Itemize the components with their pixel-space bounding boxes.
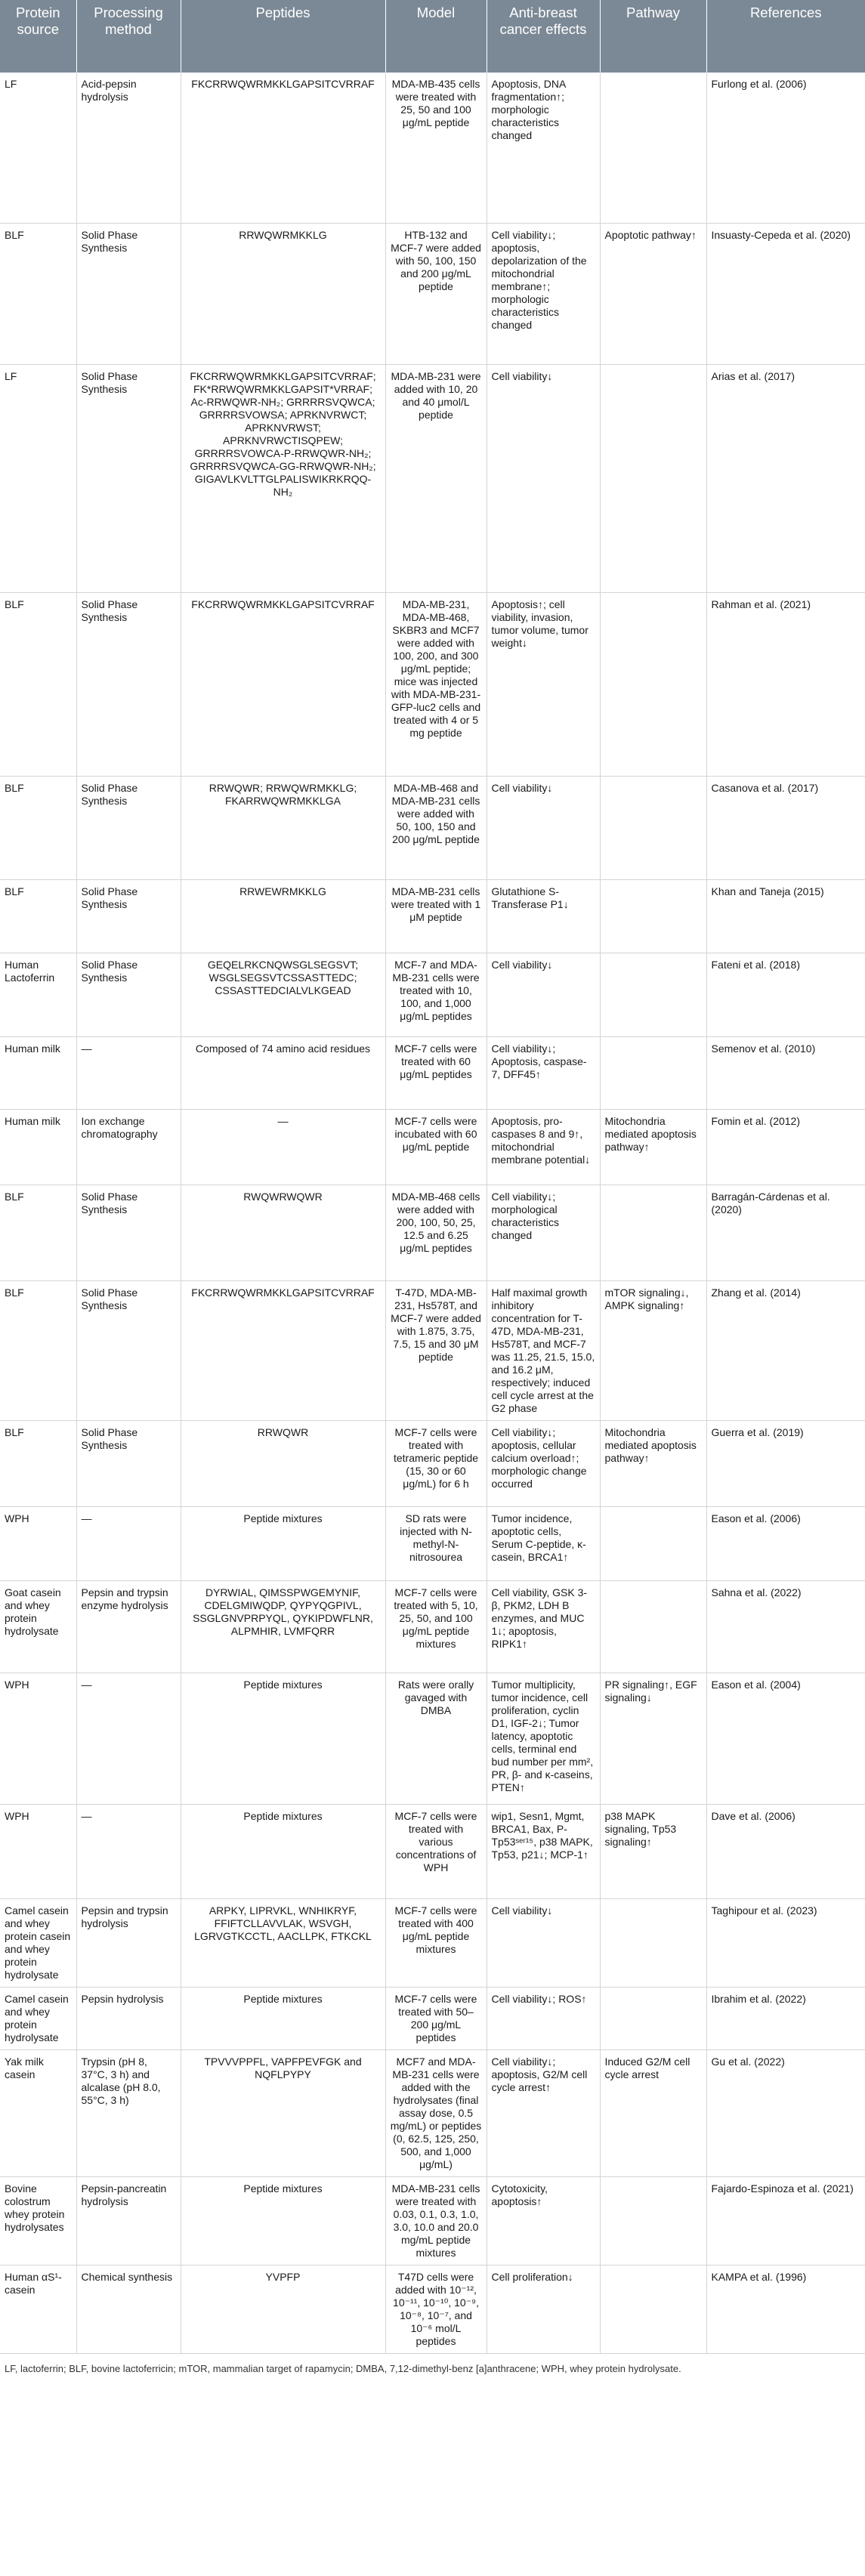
cell-peptides: Peptide mixtures [181, 1987, 385, 2049]
cell-pathway [600, 776, 706, 879]
table-row [0, 1109, 865, 1185]
cell-protein-source: BLF [0, 223, 76, 364]
cell-model: MDA-MB-231, MDA-MB-468, SKBR3 and MCF7 were added with 100, 200, and 300 μg/mL peptide; mice was injected with MDA-MB-231-GFP-luc2 cells and treated with 4 or 5 mg peptide [385, 592, 487, 776]
cell-protein-source: Human milk [0, 1036, 76, 1109]
cell-protein-source: Human milk [0, 1109, 76, 1185]
cell-effects: Cell viability↓ [487, 364, 600, 592]
table-footnote: LF, lactoferrin; BLF, bovine lactoferricin; mTOR, mammalian target of rapamycin; DMBA, 7,12-dimethyl-benz [a]anthracene; WPH, whey protein hydrolysate. [5, 2362, 681, 2374]
table-row [0, 1506, 865, 1580]
cell-model: MDA-MB-231 cells were treated with 0.03, 0.1, 0.3, 1.0, 3.0, 10.0 and 20.0 mg/mL peptide mixtures [385, 2176, 487, 2265]
cell-processing-method: Chemical synthesis [76, 2265, 181, 2353]
cell-processing-method: Pepsin-pancreatin hydrolysis [76, 2176, 181, 2265]
cell-peptides: Peptide mixtures [181, 2176, 385, 2265]
cell-protein-source: Human αS¹-casein [0, 2265, 76, 2353]
cell-peptides: Peptide mixtures [181, 1506, 385, 1580]
table-row [0, 223, 865, 364]
cell-protein-source: Yak milk casein [0, 2049, 76, 2176]
cell-model: MDA-MB-468 cells were added with 200, 100, 50, 25, 12.5 and 6.25 μg/mL peptides [385, 1185, 487, 1280]
cell-processing-method: Pepsin and trypsin enzyme hydrolysis [76, 1580, 181, 1673]
cell-protein-source: Human Lactoferrin [0, 953, 76, 1036]
cell-peptides: RRWQWR; RRWQWRMKKLG; FKARRWQWRMKKLGA [181, 776, 385, 879]
cell-pathway [600, 879, 706, 953]
cell-reference: Ibrahim et al. (2022) [706, 1987, 865, 2049]
table-row [0, 1804, 865, 1898]
cell-effects: Apoptosis↑; cell viability, invasion, tumor volume, tumor weight↓ [487, 592, 600, 776]
cell-model: MCF-7 cells were treated with 400 μg/mL peptide mixtures [385, 1898, 487, 1987]
cell-processing-method: Solid Phase Synthesis [76, 223, 181, 364]
header-row [0, 0, 865, 73]
cell-peptides: Peptide mixtures [181, 1804, 385, 1898]
cell-processing-method: Solid Phase Synthesis [76, 879, 181, 953]
cell-reference: Sahna et al. (2022) [706, 1580, 865, 1673]
cell-protein-source: Bovine colostrum whey protein hydrolysates [0, 2176, 76, 2265]
cell-peptides: Composed of 74 amino acid residues [181, 1036, 385, 1109]
cell-effects: Cell viability↓ [487, 1898, 600, 1987]
table-row [0, 2265, 865, 2353]
cell-protein-source: Camel casein and whey protein casein and whey protein hydrolysate [0, 1898, 76, 1987]
cell-reference: Furlong et al. (2006) [706, 73, 865, 223]
header-protein-source: Protein source [0, 0, 76, 73]
cell-effects: Cell viability↓; Apoptosis, caspase-7, DFF45↑ [487, 1036, 600, 1109]
cell-pathway [600, 2265, 706, 2353]
cell-processing-method: Solid Phase Synthesis [76, 953, 181, 1036]
cell-effects: Cell viability↓ [487, 953, 600, 1036]
table-row [0, 2176, 865, 2265]
cell-model: MCF-7 cells were treated with 60 μg/mL peptides [385, 1036, 487, 1109]
cell-processing-method: Ion exchange chromatography [76, 1109, 181, 1185]
cell-effects: Cell viability↓; morphological characteristics changed [487, 1185, 600, 1280]
cell-pathway: PR signaling↑, EGF signaling↓ [600, 1673, 706, 1804]
cell-model: MDA-MB-468 and MDA-MB-231 cells were added with 50, 100, 150 and 200 μg/mL peptide [385, 776, 487, 879]
cell-pathway [600, 73, 706, 223]
cell-pathway [600, 1987, 706, 2049]
cell-pathway: Mitochondria mediated apoptosis pathway↑ [600, 1109, 706, 1185]
cell-peptides: RRWQWRMKKLG [181, 223, 385, 364]
table-row [0, 879, 865, 953]
cell-reference: Gu et al. (2022) [706, 2049, 865, 2176]
cell-reference: Zhang et al. (2014) [706, 1280, 865, 1420]
cell-protein-source: LF [0, 73, 76, 223]
cell-pathway: Apoptotic pathway↑ [600, 223, 706, 364]
cell-reference: Arias et al. (2017) [706, 364, 865, 592]
header-pathway: Pathway [600, 0, 706, 73]
cell-pathway [600, 1185, 706, 1280]
cell-protein-source: BLF [0, 592, 76, 776]
cell-processing-method: Pepsin hydrolysis [76, 1987, 181, 2049]
cell-processing-method: Solid Phase Synthesis [76, 1185, 181, 1280]
cell-peptides: FKCRRWQWRMKKLGAPSITCVRRAF; FK*RRWQWRMKKLGAPSIT*VRRAF; Ac-RRWQWR-NH₂; GRRRRSVQWCA; GRRRRSVOWSA; APRKNVRWCT; APRKNVRWST; APRKNVRWCTISQPEW; GRRRRSVOWCA-P-RRWQWR-NH₂; GRRRRSVQWCA-GG-RRWQWR-NH₂; GIGAVLKVLTTGLPALISWIKRKRQQ-NH₂ [181, 364, 385, 592]
table-row [0, 1280, 865, 1420]
cell-protein-source: WPH [0, 1506, 76, 1580]
cell-effects: Cell viability↓; ROS↑ [487, 1987, 600, 2049]
cell-reference: Semenov et al. (2010) [706, 1036, 865, 1109]
cell-peptides: FKCRRWQWRMKKLGAPSITCVRRAF [181, 1280, 385, 1420]
cell-reference: Fajardo-Espinoza et al. (2021) [706, 2176, 865, 2265]
cell-protein-source: WPH [0, 1673, 76, 1804]
cell-effects: Cell viability↓; apoptosis, depolarization of the mitochondrial membrane↑; morphologic characteristics changed [487, 223, 600, 364]
table-body [0, 73, 865, 2353]
cell-pathway [600, 953, 706, 1036]
cell-pathway [600, 1898, 706, 1987]
cell-peptides: FKCRRWQWRMKKLGAPSITCVRRAF [181, 592, 385, 776]
header-effects: Anti-breast cancer effects [487, 0, 600, 73]
table-row [0, 1580, 865, 1673]
cell-protein-source: LF [0, 364, 76, 592]
cell-reference: Casanova et al. (2017) [706, 776, 865, 879]
cell-processing-method: Pepsin and trypsin hydrolysis [76, 1898, 181, 1987]
cell-reference: Fateni et al. (2018) [706, 953, 865, 1036]
cell-model: MCF-7 cells were treated with various concentrations of WPH [385, 1804, 487, 1898]
cell-protein-source: Camel casein and whey protein hydrolysate [0, 1987, 76, 2049]
cell-effects: Tumor multiplicity, tumor incidence, cell proliferation, cyclin D1, IGF-2↓; Tumor latency, apoptotic cells, terminal end bud number per mm², PR, β- and κ-caseins, PTEN↑ [487, 1673, 600, 1804]
cell-model: MCF-7 cells were treated with tetrameric peptide (15, 30 or 60 μg/mL) for 6 h [385, 1420, 487, 1506]
cell-processing-method: Trypsin (pH 8, 37°C, 3 h) and alcalase (pH 8.0, 55°C, 3 h) [76, 2049, 181, 2176]
cell-pathway: Mitochondria mediated apoptosis pathway↑ [600, 1420, 706, 1506]
cell-protein-source: Goat casein and whey protein hydrolysate [0, 1580, 76, 1673]
cell-effects: Cell proliferation↓ [487, 2265, 600, 2353]
cell-peptides: FKCRRWQWRMKKLGAPSITCVRRAF [181, 73, 385, 223]
cell-protein-source: BLF [0, 1280, 76, 1420]
cell-peptides: TPVVVPPFL, VAPFPEVFGK and NQFLPYPY [181, 2049, 385, 2176]
cell-reference: Guerra et al. (2019) [706, 1420, 865, 1506]
cell-model: SD rats were injected with N-methyl-N-nitrosourea [385, 1506, 487, 1580]
table-row [0, 953, 865, 1036]
cell-effects: Half maximal growth inhibitory concentration for T-47D, MDA-MB-231, Hs578T, and MCF-7 was 11.25, 21.5, 15.0, and 16.2 μM, respectively; induced cell cycle arrest at the G2 phase [487, 1280, 600, 1420]
cell-pathway: mTOR signaling↓, AMPK signaling↑ [600, 1280, 706, 1420]
cell-reference: KAMPA et al. (1996) [706, 2265, 865, 2353]
cell-model: MCF-7 cells were incubated with 60 μg/mL peptide [385, 1109, 487, 1185]
cell-protein-source: BLF [0, 1420, 76, 1506]
header-model: Model [385, 0, 487, 73]
cell-effects: Cytotoxicity, apoptosis↑ [487, 2176, 600, 2265]
cell-processing-method: — [76, 1673, 181, 1804]
cell-model: MCF-7 cells were treated with 5, 10, 25, 50, and 100 μg/mL peptide mixtures [385, 1580, 487, 1673]
cell-reference: Eason et al. (2006) [706, 1506, 865, 1580]
cell-effects: Glutathione S-Transferase P1↓ [487, 879, 600, 953]
table-row [0, 592, 865, 776]
cell-processing-method: — [76, 1506, 181, 1580]
cell-model: MCF-7 and MDA-MB-231 cells were treated with 10, 100, and 1,000 μg/mL peptides [385, 953, 487, 1036]
table-header [0, 0, 865, 73]
cell-processing-method: Solid Phase Synthesis [76, 1280, 181, 1420]
cell-protein-source: BLF [0, 879, 76, 953]
cell-effects: Cell viability, GSK 3-β, PKM2, LDH B enzymes, and MUC 1↓; apoptosis, RIPK1↑ [487, 1580, 600, 1673]
table-row [0, 1036, 865, 1109]
cell-reference: Rahman et al. (2021) [706, 592, 865, 776]
cell-peptides: ARPKY, LIPRVKL, WNHIKRYF, FFIFTCLLAVVLAK, WSVGH, LGRVGTKCCTL, AACLLPK, FTKCKL [181, 1898, 385, 1987]
cell-model: MCF-7 cells were treated with 50–200 μg/mL peptides [385, 1987, 487, 2049]
cell-peptides: RRWEWRMKKLG [181, 879, 385, 953]
cell-model: MDA-MB-231 cells were treated with 1 μM peptide [385, 879, 487, 953]
cell-reference: Insuasty-Cepeda et al. (2020) [706, 223, 865, 364]
cell-processing-method: Solid Phase Synthesis [76, 1420, 181, 1506]
cell-reference: Taghipour et al. (2023) [706, 1898, 865, 1987]
cell-effects: Apoptosis, DNA fragmentation↑; morphologic characteristics changed [487, 73, 600, 223]
cell-pathway [600, 2176, 706, 2265]
cell-peptides: GEQELRKCNQWSGLSEGSVT; WSGLSEGSVTCSSASTTEDC; CSSASTTEDCIALVLKGEAD [181, 953, 385, 1036]
cell-pathway: p38 MAPK signaling, Tp53 signaling↑ [600, 1804, 706, 1898]
table-row [0, 1185, 865, 1280]
cell-pathway [600, 592, 706, 776]
cell-processing-method: — [76, 1036, 181, 1109]
cell-reference: Dave et al. (2006) [706, 1804, 865, 1898]
cell-pathway: Induced G2/M cell cycle arrest [600, 2049, 706, 2176]
cell-model: HTB-132 and MCF-7 were added with 50, 100, 150 and 200 μg/mL peptide [385, 223, 487, 364]
cell-reference: Eason et al. (2004) [706, 1673, 865, 1804]
cell-effects: Cell viability↓; apoptosis, G2/M cell cycle arrest↑ [487, 2049, 600, 2176]
table-row [0, 2049, 865, 2176]
cell-effects: Cell viability↓ [487, 776, 600, 879]
table-row [0, 1673, 865, 1804]
cell-effects: Cell viability↓; apoptosis, cellular calcium overload↑; morphologic change occurred [487, 1420, 600, 1506]
table-row [0, 776, 865, 879]
table-row [0, 1987, 865, 2049]
cell-processing-method: Acid-pepsin hydrolysis [76, 73, 181, 223]
cell-reference: Barragán-Cárdenas et al. (2020) [706, 1185, 865, 1280]
cell-peptides: RRWQWR [181, 1420, 385, 1506]
header-processing-method: Processing method [76, 0, 181, 73]
cell-pathway [600, 1036, 706, 1109]
cell-model: T47D cells were added with 10⁻¹², 10⁻¹¹, 10⁻¹⁰, 10⁻⁹, 10⁻⁸, 10⁻⁷, and 10⁻⁶ mol/L peptides [385, 2265, 487, 2353]
cell-processing-method: Solid Phase Synthesis [76, 364, 181, 592]
cell-peptides: YVPFP [181, 2265, 385, 2353]
cell-model: MDA-MB-231 were added with 10, 20 and 40 μmol/L peptide [385, 364, 487, 592]
cell-pathway [600, 364, 706, 592]
cell-effects: Tumor incidence, apoptotic cells, Serum C-peptide, κ-casein, BRCA1↑ [487, 1506, 600, 1580]
cell-pathway [600, 1506, 706, 1580]
header-references: References [706, 0, 865, 73]
cell-protein-source: WPH [0, 1804, 76, 1898]
cell-protein-source: BLF [0, 1185, 76, 1280]
header-peptides: Peptides [181, 0, 385, 73]
table-row [0, 1898, 865, 1987]
cell-model: MDA-MB-435 cells were treated with 25, 50 and 100 μg/mL peptide [385, 73, 487, 223]
cell-peptides: Peptide mixtures [181, 1673, 385, 1804]
cell-effects: wip1, Sesn1, Mgmt, BRCA1, Bax, P-Tp53ˢᵉʳ¹⁵, p38 MAPK, Tp53, p21↓; MCP-1↑ [487, 1804, 600, 1898]
cell-pathway [600, 1580, 706, 1673]
cell-peptides: RWQWRWQWR [181, 1185, 385, 1280]
cell-reference: Fomin et al. (2012) [706, 1109, 865, 1185]
cell-peptides: — [181, 1109, 385, 1185]
table-row [0, 1420, 865, 1506]
cell-model: T-47D, MDA-MB-231, Hs578T, and MCF-7 were added with 1.875, 3.75, 7.5, 15 and 30 μM peptide [385, 1280, 487, 1420]
cell-reference: Khan and Taneja (2015) [706, 879, 865, 953]
table-row [0, 73, 865, 223]
table-row [0, 364, 865, 592]
cell-model: Rats were orally gavaged with DMBA [385, 1673, 487, 1804]
cell-processing-method: Solid Phase Synthesis [76, 592, 181, 776]
cell-peptides: DYRWIAL, QIMSSPWGEMYNIF, CDELGMIWQDP, QYPYQGPIVL, SSGLGNVPRPYQL, QYKIPDWFLNR, ALPMHIR, LVMFQRR [181, 1580, 385, 1673]
cell-protein-source: BLF [0, 776, 76, 879]
cell-processing-method: — [76, 1804, 181, 1898]
cell-processing-method: Solid Phase Synthesis [76, 776, 181, 879]
cell-model: MCF7 and MDA-MB-231 cells were added with the hydrolysates (final assay dose, 0.5 mg/mL) or peptides (0, 62.5, 125, 250, 500, and 1,000 μg/mL) [385, 2049, 487, 2176]
cell-effects: Apoptosis, pro-caspases 8 and 9↑, mitochondrial membrane potential↓ [487, 1109, 600, 1185]
